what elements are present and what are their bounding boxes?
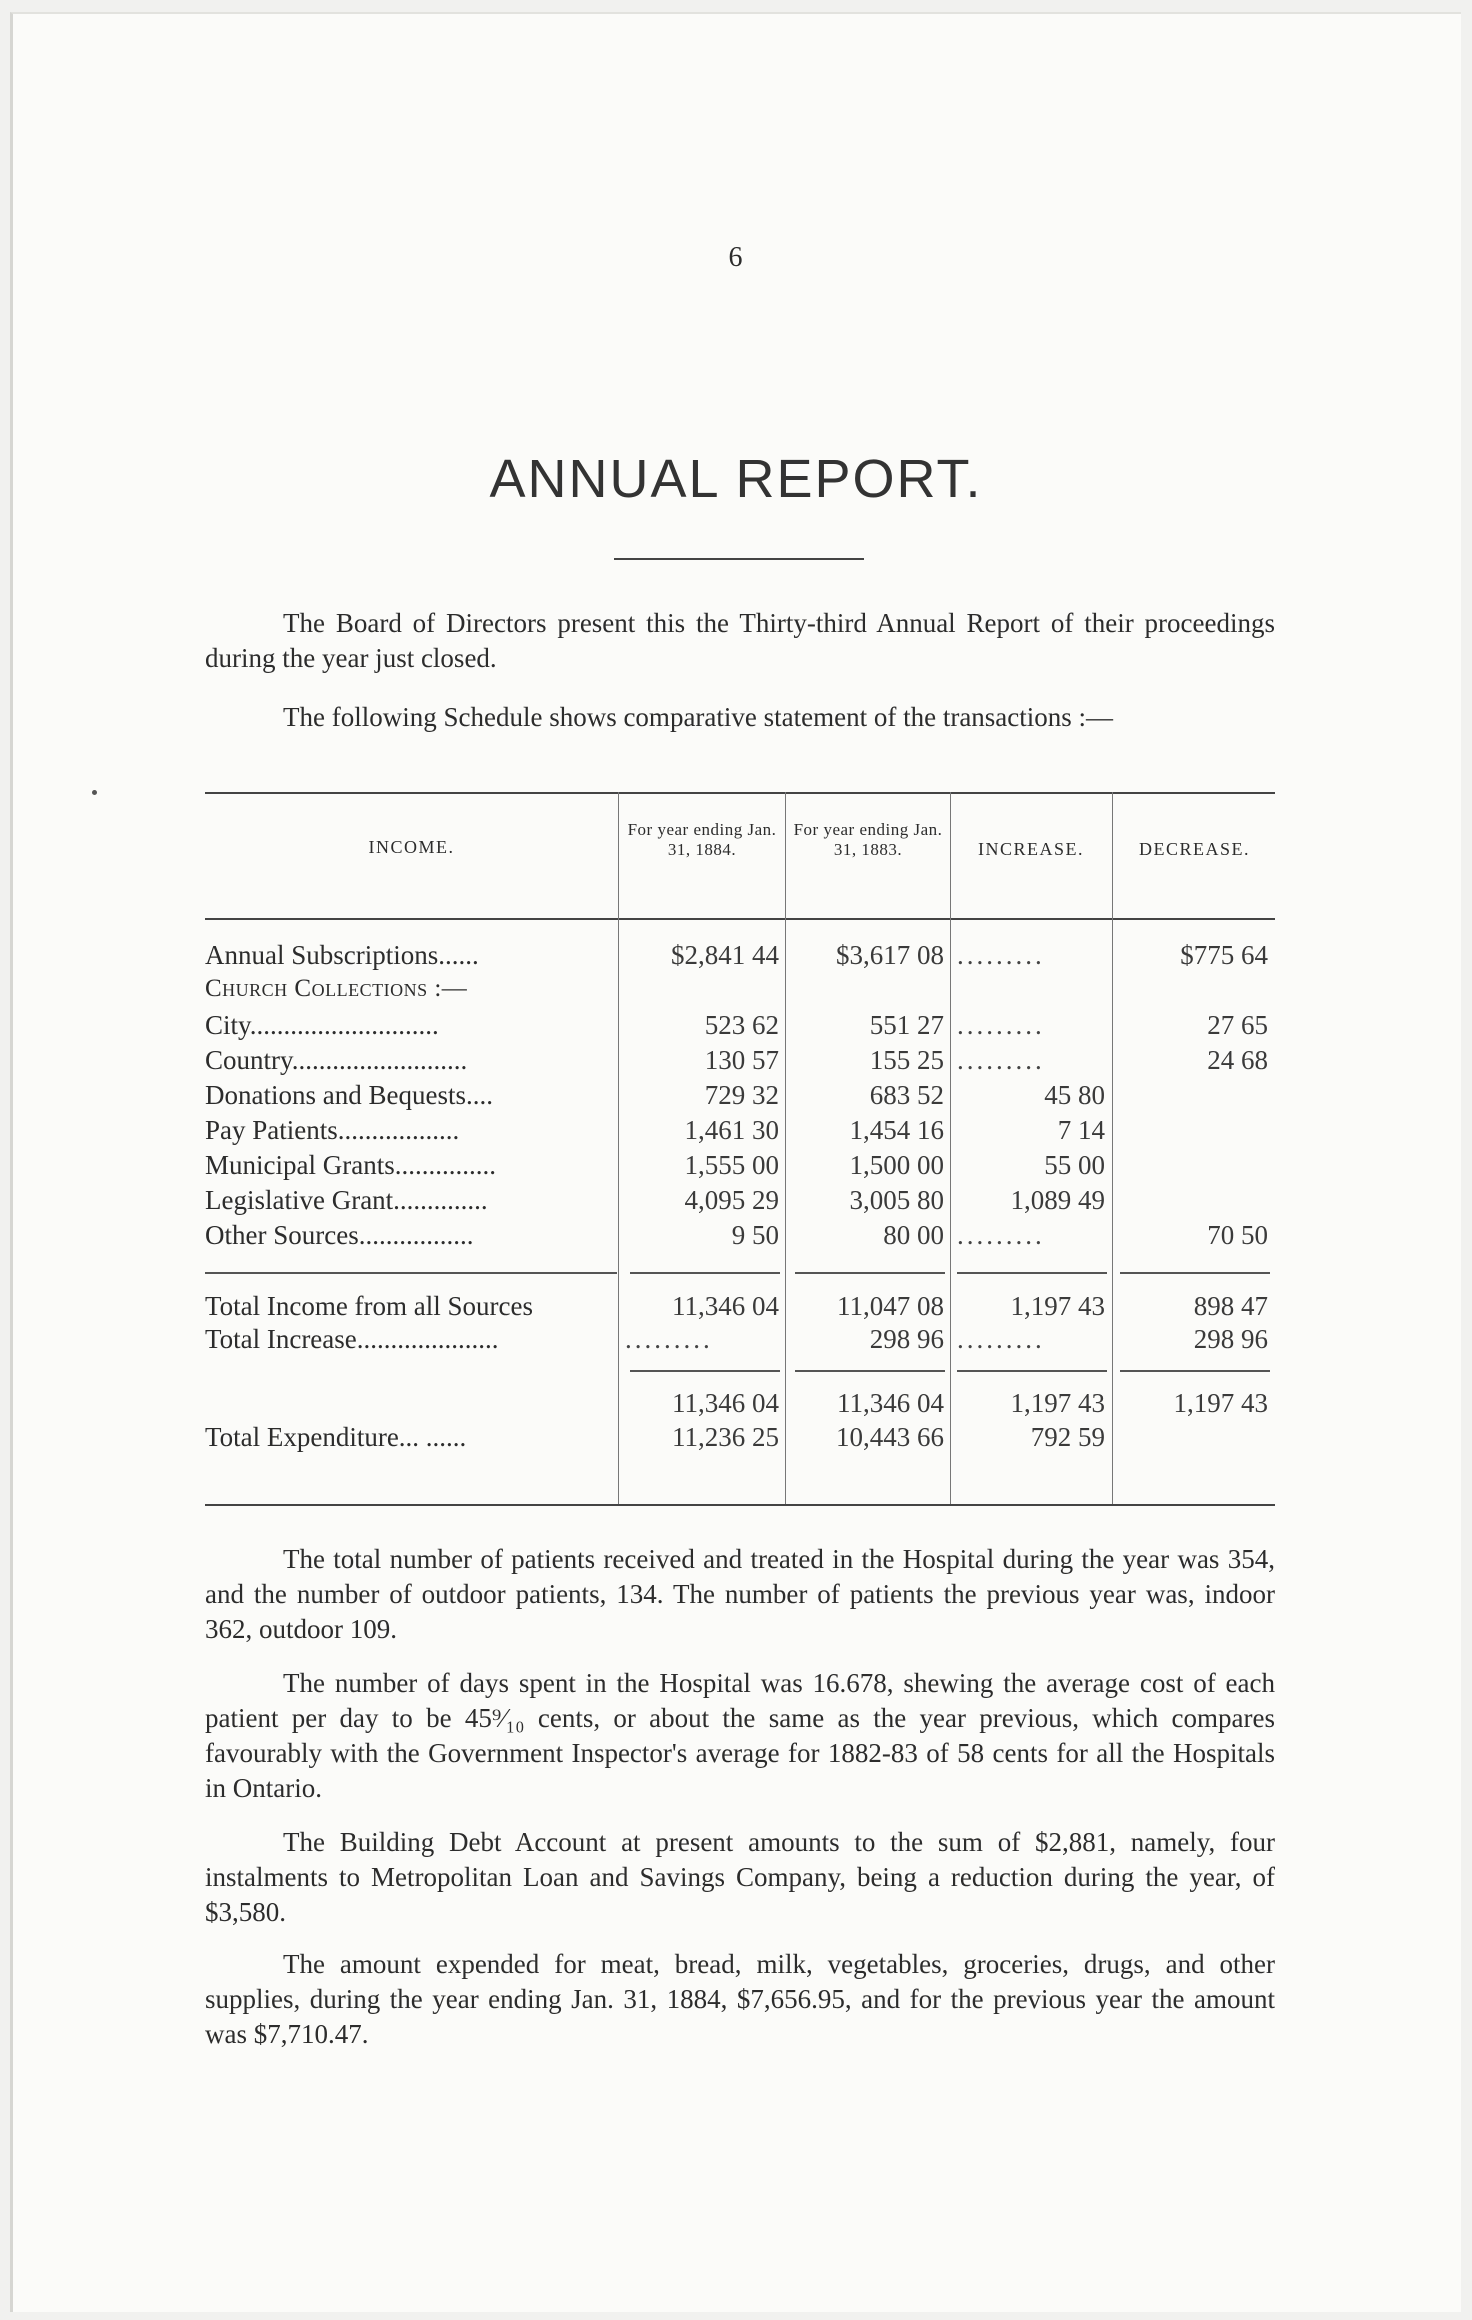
header-income: INCOME.: [368, 837, 455, 857]
total-rule: [957, 1370, 1107, 1372]
total-rule: [1120, 1370, 1270, 1372]
table-header-rule: [205, 918, 1275, 920]
body-paragraph-1: The total number of patients received and treated in the Hospital during the year was 354, and the number of outdoor patients, 134. The number of patients the previous year was, indoor 362, outdoor 109.: [205, 1544, 1275, 1644]
body-paragraph-3: The Building Debt Account at present amounts to the sum of $2,881, namely, four instalments to Metropolitan Loan and Savings Company, being a reduction during the year, of $3,580.: [205, 1827, 1275, 1927]
cell-increase: 7 14: [1057, 1115, 1105, 1145]
row-label: Total Expenditure... ......: [205, 1422, 467, 1452]
cell-1884: .........: [625, 1324, 713, 1354]
cell-1884: 9 50: [731, 1220, 779, 1250]
cell-increase: .........: [957, 1324, 1045, 1354]
report-title: ANNUAL REPORT.: [489, 449, 983, 509]
row-label: Total Increase.....................: [205, 1324, 499, 1354]
cell-1884: $2,841 44: [671, 940, 779, 970]
page-number: 6: [728, 242, 744, 273]
row-label: Donations and Bequests....: [205, 1080, 493, 1110]
cell-increase: 1,197 43: [1010, 1388, 1105, 1418]
table-bottom-rule: [205, 1504, 1275, 1506]
cell-1883: $3,617 08: [836, 940, 944, 970]
cell-increase: .........: [957, 940, 1045, 970]
cell-increase: .........: [957, 1220, 1045, 1250]
cell-decrease: 1,197 43: [1173, 1388, 1268, 1418]
cell-1883: 551 27: [869, 1010, 944, 1040]
cell-1884: 11,346 04: [672, 1291, 779, 1321]
intro-paragraph-1: The Board of Directors present this the Thirty-third Annual Report of their proceedings during the year just closed.: [205, 608, 1275, 673]
cell-increase: 55 00: [1044, 1150, 1105, 1180]
schedule-table: [205, 792, 1275, 1507]
cell-1884: 130 57: [704, 1045, 779, 1075]
cell-1884: 523 62: [704, 1010, 779, 1040]
row-label: Legislative Grant..............: [205, 1185, 488, 1215]
cell-decrease: 24 68: [1207, 1045, 1268, 1075]
cell-increase: 792 59: [1030, 1422, 1105, 1452]
cell-1884: 11,346 04: [672, 1388, 779, 1418]
cell-decrease: $775 64: [1180, 940, 1268, 970]
column-divider: [785, 792, 786, 1504]
body-paragraph-2: The number of days spent in the Hospital was 16.678, shewing the average cost of each patient per day to be 45⁹⁄₁₀ cents, or about the same as the year previous, which compares favourably with the Government Inspector's average for 1882-83 of 58 cents for all the Hospitals in Ontario.: [205, 1668, 1275, 1803]
cell-1883: 11,346 04: [837, 1388, 944, 1418]
intro-paragraph-2: The following Schedule shows comparative statement of the transactions :—: [283, 702, 1114, 732]
cell-decrease: 27 65: [1207, 1010, 1268, 1040]
cell-increase: 1,197 43: [1010, 1291, 1105, 1321]
subtotal-rule: [957, 1272, 1107, 1274]
row-label: City............................: [205, 1010, 439, 1040]
cell-1884: 4,095 29: [684, 1185, 779, 1215]
cell-1883: 155 25: [869, 1045, 944, 1075]
cell-1883: 80 00: [883, 1220, 944, 1250]
row-label: Country..........................: [205, 1045, 468, 1075]
header-year-1884: For year ending Jan. 31, 1884.: [627, 820, 777, 859]
header-year-1883: For year ending Jan. 31, 1883.: [793, 820, 943, 859]
column-divider: [950, 792, 951, 1504]
subtotal-rule: [1120, 1272, 1270, 1274]
header-decrease: DECREASE.: [1138, 839, 1250, 859]
title-rule: [614, 558, 864, 560]
margin-mark: [92, 790, 97, 795]
cell-increase: .........: [957, 1045, 1045, 1075]
subtotal-rule: [795, 1272, 945, 1274]
cell-1883: 298 96: [869, 1324, 944, 1354]
cell-decrease: 70 50: [1207, 1220, 1268, 1250]
row-label: Pay Patients..................: [205, 1115, 460, 1145]
row-label: Total Income from all Sources: [205, 1291, 534, 1321]
subtotal-rule: [630, 1272, 780, 1274]
cell-1883: 1,500 00: [849, 1150, 944, 1180]
row-label: Annual Subscriptions......: [205, 940, 479, 970]
total-rule: [630, 1370, 780, 1372]
body-paragraph-4: The amount expended for meat, bread, milk, vegetables, groceries, drugs, and other supplies, during the year ending Jan. 31, 1884, $7,656.95, and for the previous year the amount was $7,710.47.: [205, 1949, 1275, 2049]
cell-1884: 729 32: [704, 1080, 779, 1110]
row-label: Municipal Grants...............: [205, 1150, 496, 1180]
column-divider: [618, 792, 619, 1504]
cell-1883: 10,443 66: [836, 1422, 944, 1452]
cell-decrease: 298 96: [1193, 1324, 1268, 1354]
cell-1884: 1,461 30: [684, 1115, 779, 1145]
cell-decrease: 898 47: [1193, 1291, 1268, 1321]
cell-1883: 1,454 16: [849, 1115, 944, 1145]
cell-increase: 45 80: [1044, 1080, 1105, 1110]
row-label: Other Sources.................: [205, 1220, 474, 1250]
subtotal-rule: [205, 1272, 617, 1274]
cell-1884: 1,555 00: [684, 1150, 779, 1180]
table-top-rule: [205, 792, 1275, 794]
total-rule: [795, 1370, 945, 1372]
row-label-section: Church Collections :—: [205, 975, 468, 1002]
cell-1883: 683 52: [869, 1080, 944, 1110]
cell-1883: 11,047 08: [837, 1291, 944, 1321]
header-increase: INCREASE.: [977, 839, 1084, 859]
cell-1884: 11,236 25: [672, 1422, 779, 1452]
cell-increase: .........: [957, 1010, 1045, 1040]
cell-increase: 1,089 49: [1010, 1185, 1105, 1215]
column-divider: [1112, 792, 1113, 1504]
cell-1883: 3,005 80: [849, 1185, 944, 1215]
